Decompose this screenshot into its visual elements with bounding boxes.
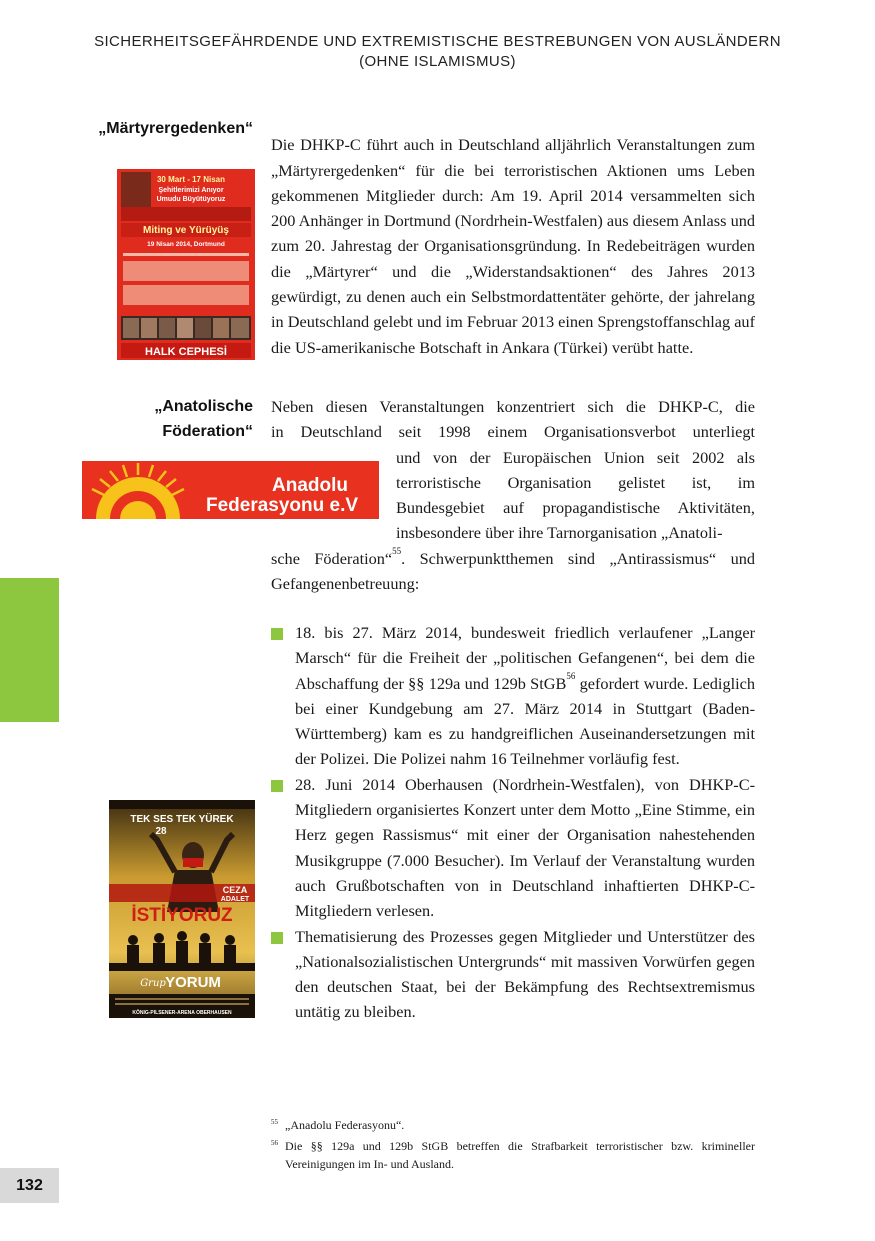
running-header bbox=[0, 32, 875, 72]
footnote-55 bbox=[271, 1116, 755, 1134]
footnotes bbox=[271, 1116, 755, 1176]
anadolu-line2: Federasyonu e.V bbox=[205, 495, 359, 516]
side-label-line-1: „Anatolische bbox=[154, 398, 253, 415]
paragraph-line-2: in Deutschland seit 1998 einem Organisationsverbot unterliegt bbox=[271, 422, 755, 442]
anadolu-federasyonu-logo bbox=[82, 461, 379, 519]
poster2-adalet: ADALET bbox=[220, 896, 250, 903]
anadolu-line1: Anadolu bbox=[272, 475, 348, 496]
poster2-ceza: CEZA bbox=[222, 885, 248, 895]
poster1-date: 19 Nisan 2014, Dortmund bbox=[147, 241, 225, 248]
side-label-maertyrergedenken: „Märtyrergedenken“ bbox=[98, 120, 253, 137]
header-line-2: (OHNE ISLAMISMUS) bbox=[359, 53, 516, 70]
poster2-big: İSTİYORUZ bbox=[131, 905, 233, 926]
paragraph-tail-b: . Schwerpunktthemen sind „Antirassismus“ und Gefangenenbetreuung: bbox=[271, 548, 756, 594]
footnote-text: Die §§ 129a und 129b StGB betreffen die Strafbarkeit terroristischer bzw. krimineller Vereinigungen im In- und Ausland. bbox=[285, 1139, 755, 1171]
poster2-top: TEK SES TEK YÜREK bbox=[130, 814, 234, 825]
paragraph-wrapped-block: und von der Europäischen Union seit 2002 als terroristische Organisation gelistet ist, im Bundesgebiet auf propagandistische Aktivitäten, insbesondere über ihre Tarnorganisation „Anatoli- bbox=[396, 447, 755, 543]
poster2-band-name: YORUM bbox=[165, 974, 221, 991]
footnote-ref-56: 56 bbox=[566, 670, 576, 681]
paragraph-tail-a: sche Föderation“ bbox=[271, 548, 393, 568]
list-item bbox=[271, 620, 755, 772]
footnote-56 bbox=[271, 1137, 755, 1173]
chapter-marker-tab bbox=[0, 578, 59, 722]
poster2-date: 28 bbox=[155, 826, 167, 837]
bullet-list bbox=[271, 620, 755, 1025]
list-item bbox=[271, 924, 755, 1025]
bullet-text-b: gefordert wurde. Lediglich bei einer Kundgebung am 27. März 2014 in Stuttgart (Baden-Württemberg) kam es zu handgreiflichen Auseinandersetzungen mit der Polizei. Die Polizei nahm 16 Teilnehmer vorläufig fest. bbox=[295, 673, 755, 769]
side-label-anatolische-foederation bbox=[154, 394, 253, 444]
poster-maertyrergedenken-image bbox=[117, 169, 255, 360]
footnote-ref-55: 55 bbox=[392, 545, 402, 556]
poster1-line3: Umudu Büyütüyoruz bbox=[156, 196, 226, 203]
list-item bbox=[271, 772, 755, 924]
page-number: 132 bbox=[0, 1168, 59, 1203]
bullet-square-icon bbox=[271, 628, 283, 640]
poster1-line2: Şehitlerimizi Anıyor bbox=[158, 187, 224, 194]
poster1-line1: 30 Mart - 17 Nisan bbox=[156, 175, 226, 184]
poster2-footer: KÖNIG-PILSENER-ARENA OBERHAUSEN bbox=[132, 1010, 232, 1016]
footnote-text: „Anadolu Federasyonu“. bbox=[285, 1118, 405, 1132]
footnote-number: 55 bbox=[271, 1118, 278, 1126]
poster1-footer: HALK CEPHESİ bbox=[145, 346, 227, 358]
bullet-text: Thematisierung des Prozesses gegen Mitglieder und Unterstützer des „Nationalsozialistischen Untergrunds“ mit massiven Vorwürfen gegen den deutschen Staat, bei der Bekämpfung des Rechtsextremismus untätig zu bleiben. bbox=[295, 926, 755, 1022]
side-label-line-2: Föderation“ bbox=[162, 423, 253, 440]
poster1-title: Miting ve Yürüyüş bbox=[143, 225, 229, 236]
paragraph-tail bbox=[271, 546, 755, 597]
bullet-square-icon bbox=[271, 780, 283, 792]
poster-konzert-image bbox=[109, 800, 255, 1018]
bullet-text-a: 18. bis 27. März 2014, bundesweit friedlich verlaufener „Langer Marsch“ für die Freiheit der „politischen Gefangenen“, bei dem die Abschaffung der §§ 129a und 129b StGB bbox=[295, 623, 755, 693]
poster2-band-grup: Grup bbox=[140, 978, 166, 989]
bullet-text: 28. Juni 2014 Oberhausen (Nordrhein-Westfalen), von DHKP-C-Mitgliedern organisiertes Konzert unter dem Motto „Eine Stimme, ein Herz gegen Rassismus“ mit einer der Organisation nahestehenden Musikgruppe (7.000 Besucher). Im Verlauf der Veranstaltung wurden auch Grußbotschaften von in Deutschland inhaftierten DHKP-C-Mitgliedern verlesen. bbox=[295, 774, 755, 921]
bullet-square-icon bbox=[271, 932, 283, 944]
footnote-number: 56 bbox=[271, 1139, 278, 1147]
header-line-1: SICHERHEITSGEFÄHRDENDE UND EXTREMISTISCHE BESTREBUNGEN VON AUSLÄNDERN bbox=[94, 33, 781, 50]
paragraph-line-1: Neben diesen Veranstaltungen konzentriert sich die DHKP-C, die bbox=[271, 397, 755, 416]
paragraph-text: Die DHKP-C führt auch in Deutschland alljährlich Veranstaltungen zum „Märtyrergedenken“ für die bei terroristischen Aktionen ums Leben gekommenen Mitglieder durch: Am 19. April 2014 versammelten sich 200 Anhänger in Dortmund (Nordrhein-Westfalen) aus diesem Anlass und zum 20. Jahrestag der Organisationsgründung. In Redebeiträgen wurden die „Märtyrer“ und die „Widerstandsaktionen“ des Jahres 2013 gewürdigt, zu denen auch ein Selbstmordattentäter gehörte, der jahrelang in Deutschland gelebt und im Februar 2013 einen Sprengstoffanschlag auf die US-amerikanische Botschaft in Ankara (Türkei) verübt hatte. bbox=[271, 135, 755, 357]
paragraph-maertyrergedenken bbox=[271, 116, 755, 376]
